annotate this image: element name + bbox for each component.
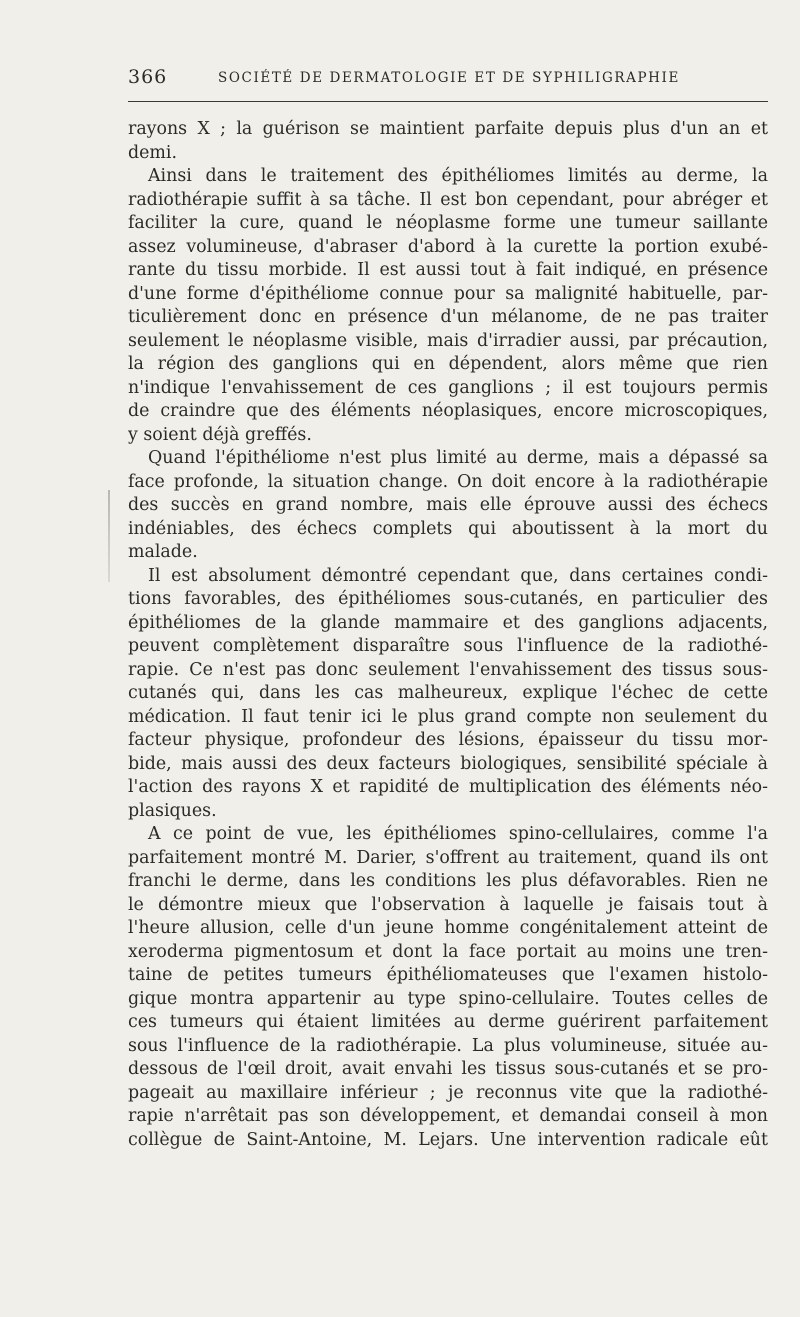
text-line: le démontre mieux que l'observation à laquelle je faisais tout à bbox=[128, 894, 768, 915]
text-line: facteur physique, profondeur des lésions, épaisseur du tissu mor- bbox=[128, 730, 768, 750]
text-line: l'heure allusion, celle d'un jeune homme congénitalement atteint de bbox=[128, 918, 768, 938]
text-line: Quand l'épithéliome n'est plus limité au derme, mais a dépassé sa bbox=[148, 448, 768, 468]
text-line: dessous de l'œil droit, avait envahi les tissus sous-cutanés et se pro- bbox=[128, 1059, 768, 1079]
page-number: 366 bbox=[128, 66, 168, 88]
text-line: assez volumineuse, d'abraser d'abord à la curette la portion exubé- bbox=[128, 236, 768, 257]
text-line: Il est absolument démontré cependant que, dans certaines condi- bbox=[148, 565, 768, 586]
text-line: faciliter la cure, quand le néoplasme forme une tumeur saillante bbox=[128, 213, 768, 233]
margin-pencil-mark bbox=[108, 490, 110, 582]
text-line: seulement le néoplasme visible, mais d'irradier aussi, par précaution, bbox=[128, 330, 768, 351]
text-line: n'indique l'envahissement de ces ganglions ; il est toujours permis bbox=[128, 377, 768, 398]
text-line: tions favorables, des épithéliomes sous-cutanés, en particulier des bbox=[128, 589, 768, 609]
text-line: malade. bbox=[128, 542, 198, 562]
text-line: d'une forme d'épithéliome connue pour sa malignité habituelle, par- bbox=[128, 283, 768, 304]
text-line: Ainsi dans le traitement des épithéliomes limités au derme, la bbox=[148, 166, 768, 186]
text-line: épithéliomes de la glande mammaire et des ganglions adjacents, bbox=[128, 612, 768, 633]
text-line: des succès en grand nombre, mais elle éprouve aussi des échecs bbox=[128, 495, 768, 515]
text-line: ces tumeurs qui étaient limitées au derme guérirent parfaitement bbox=[128, 1012, 768, 1032]
text-line: rante du tissu morbide. Il est aussi tout à fait indiqué, en présence bbox=[128, 260, 768, 280]
text-line: collègue de Saint-Antoine, M. Lejars. Une intervention radicale eût bbox=[128, 1129, 768, 1150]
text-line: de craindre que des éléments néoplasiques, encore microscopiques, bbox=[128, 401, 768, 421]
header-rule bbox=[128, 101, 768, 102]
text-line: demi. bbox=[128, 142, 178, 163]
text-line: franchi le derme, dans les conditions les plus défavorables. Rien ne bbox=[128, 871, 768, 891]
text-line: parfaitement montré M. Darier, s'offrent au traitement, quand ils ont bbox=[128, 847, 768, 868]
text-line: la région des ganglions qui en dépendent, alors même que rien bbox=[128, 354, 768, 374]
text-line: bide, mais aussi des deux facteurs biologiques, sensibilité spéciale à bbox=[128, 753, 768, 774]
text-line: gique montra appartenir au type spino-cellulaire. Toutes celles de bbox=[128, 988, 768, 1009]
text-line: rapie. Ce n'est pas donc seulement l'envahissement des tissus sous- bbox=[128, 659, 768, 680]
text-line: pageait au maxillaire inférieur ; je reconnus vite que la radiothé- bbox=[128, 1082, 768, 1103]
text-line: l'action des rayons X et rapidité de multiplication des éléments néo- bbox=[128, 777, 768, 797]
text-line: face profonde, la situation change. On doit encore à la radiothérapie bbox=[128, 471, 768, 492]
text-line: A ce point de vue, les épithéliomes spino-cellulaires, comme l'a bbox=[148, 824, 768, 844]
text-line: radiothérapie suffit à sa tâche. Il est bon cependant, pour abréger et bbox=[128, 189, 768, 210]
text-line: sous l'influence de la radiothérapie. La plus volumineuse, située au- bbox=[128, 1035, 768, 1056]
running-title: SOCIÉTÉ DE DERMATOLOGIE ET DE SYPHILIGRAPHIE bbox=[218, 70, 680, 86]
text-line: ticulièrement donc en présence d'un mélanome, de ne pas traiter bbox=[128, 307, 768, 327]
text-line: peuvent complètement disparaître sous l'influence de la radiothé- bbox=[128, 636, 768, 656]
text-line: cutanés qui, dans les cas malheureux, explique l'échec de cette bbox=[128, 683, 768, 703]
text-line: plasiques. bbox=[128, 800, 217, 821]
text-line: xeroderma pigmentosum et dont la face portait au moins une tren- bbox=[128, 941, 768, 962]
page-header bbox=[128, 66, 768, 92]
text-line: rapie n'arrêtait pas son développement, et demandai conseil à mon bbox=[128, 1106, 768, 1126]
text-line: y soient déjà greffés. bbox=[128, 424, 312, 445]
text-line: rayons X ; la guérison se maintient parfaite depuis plus d'un an et bbox=[128, 119, 768, 139]
text-line: indéniables, des échecs complets qui aboutissent à la mort du bbox=[128, 518, 768, 539]
text-line: médication. Il faut tenir ici le plus grand compte non seulement du bbox=[128, 706, 768, 727]
text-line: taine de petites tumeurs épithéliomateuses que l'examen histolo- bbox=[128, 965, 768, 985]
body-text bbox=[128, 118, 768, 1152]
